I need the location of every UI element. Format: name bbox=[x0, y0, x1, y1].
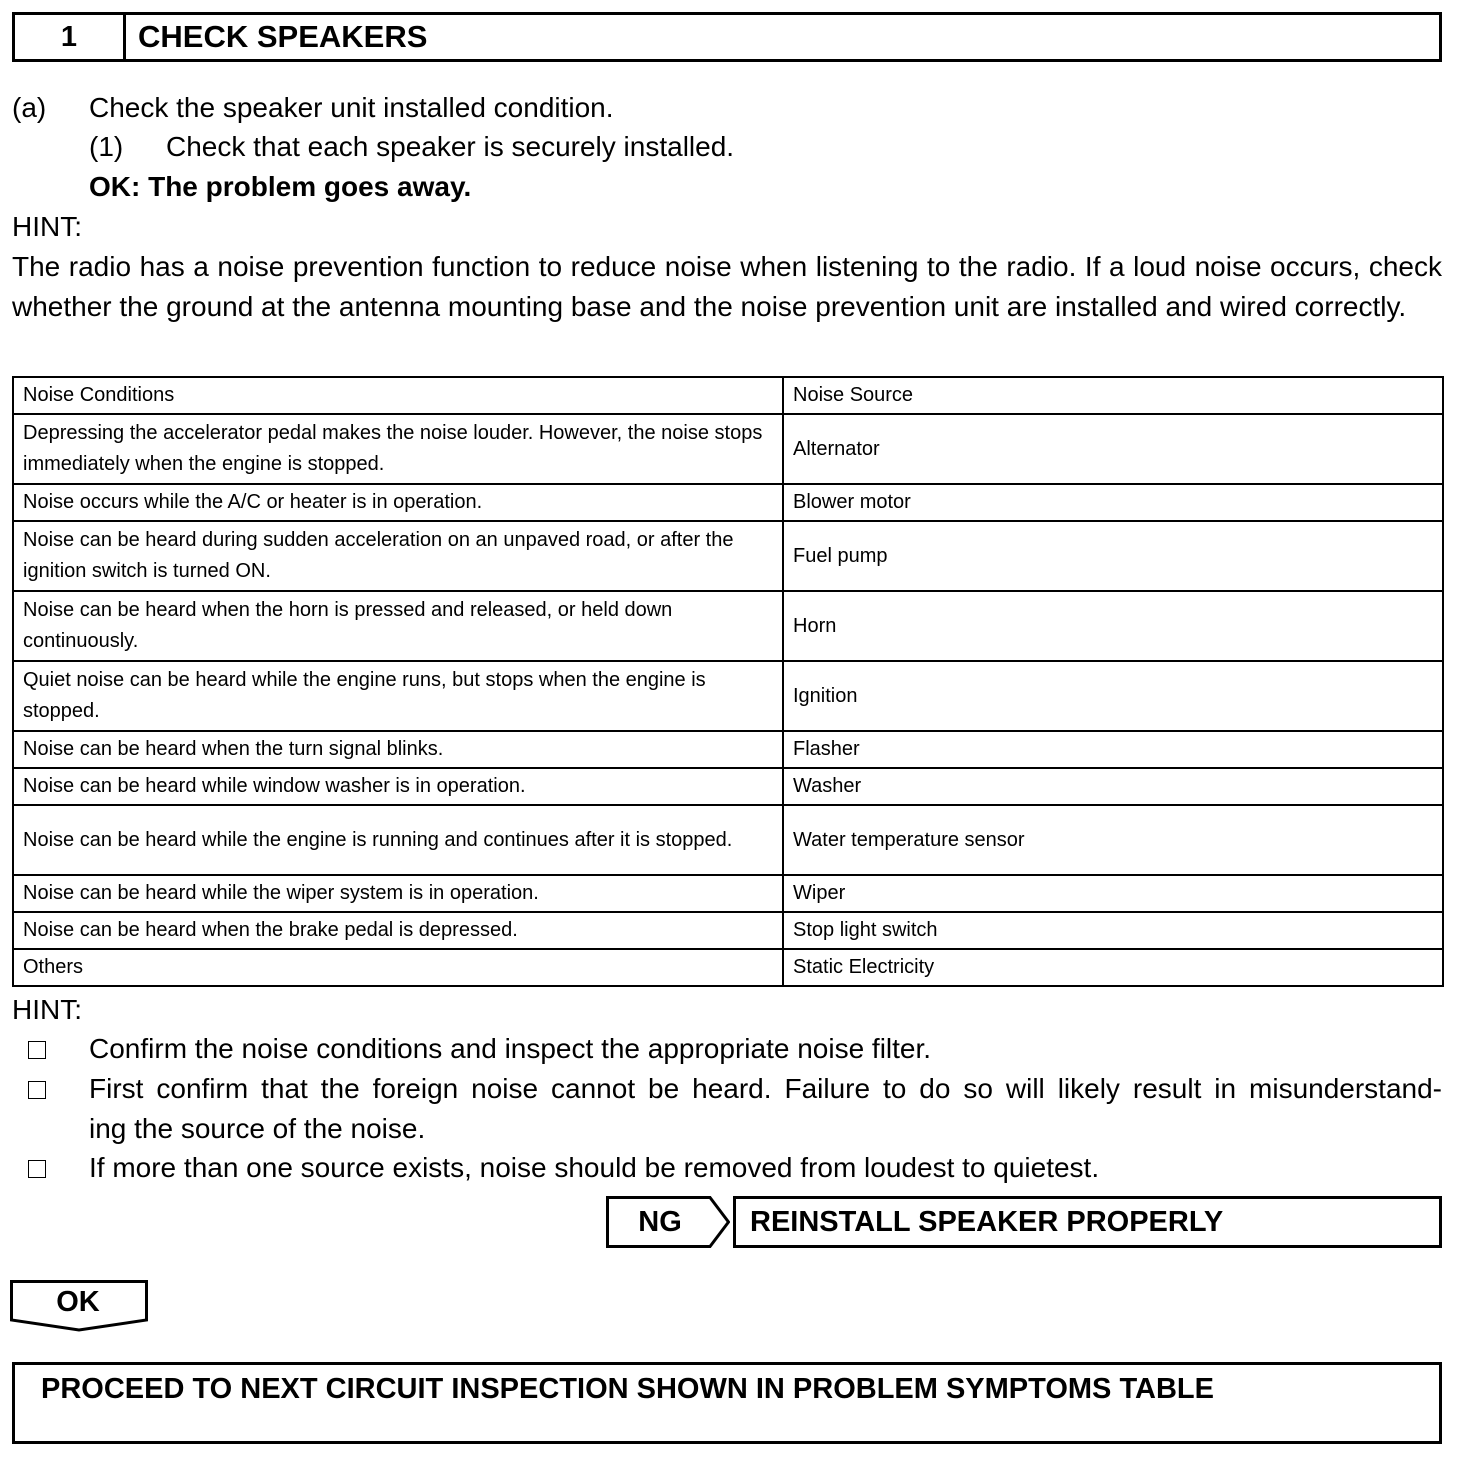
table-row bbox=[13, 521, 1443, 591]
table-cell-condition: Quiet noise can be heard while the engine runs, but stops when the engine is stopped. bbox=[13, 661, 783, 731]
table-cell-source: Water temperature sensor bbox=[783, 805, 1443, 875]
checkbox-icon bbox=[28, 1041, 46, 1059]
ng-label: NG bbox=[638, 1205, 682, 1238]
noise-table bbox=[12, 376, 1444, 987]
checkbox-icon bbox=[28, 1160, 46, 1178]
hint2-label: HINT: bbox=[12, 994, 82, 1025]
hint-paragraph: The radio has a noise prevention function to reduce noise when listening to the radio. If a loud noise occurs, check whether the ground at the antenna mounting base and the noise prevention unit are installed and wired correctly. bbox=[12, 251, 1442, 322]
step-title: CHECK SPEAKERS bbox=[138, 19, 428, 54]
next-step-text: PROCEED TO NEXT CIRCUIT INSPECTION SHOWN IN PROBLEM SYMPTOMS TABLE bbox=[41, 1373, 1214, 1405]
table-cell-condition: Others bbox=[13, 949, 783, 986]
table-row bbox=[13, 484, 1443, 521]
table-cell-condition: Depressing the accelerator pedal makes the noise louder. However, the noise stops immediately when the engine is stopped. bbox=[13, 414, 783, 484]
next-step-box bbox=[12, 1362, 1442, 1444]
ok-label: OK bbox=[56, 1285, 100, 1318]
table-cell-condition: Noise can be heard while window washer is in operation. bbox=[13, 768, 783, 805]
table-cell-source: Wiper bbox=[783, 875, 1443, 912]
hint2-item-2-line-2: ing the source of the noise. bbox=[89, 1113, 426, 1144]
item-a-text: Check the speaker unit installed condition. bbox=[89, 92, 614, 123]
table-cell-source: Ignition bbox=[783, 661, 1443, 731]
hint-label: HINT: bbox=[12, 211, 82, 242]
table-cell-source: Blower motor bbox=[783, 484, 1443, 521]
table-cell-source: Horn bbox=[783, 591, 1443, 661]
table-cell-source: Washer bbox=[783, 768, 1443, 805]
table-cell-condition: Noise occurs while the A/C or heater is in operation. bbox=[13, 484, 783, 521]
table-header-conditions: Noise Conditions bbox=[13, 377, 783, 414]
item-1-label: (1) bbox=[89, 131, 124, 162]
item-a-label: (a) bbox=[12, 92, 47, 123]
table-cell-source: Stop light switch bbox=[783, 912, 1443, 949]
table-cell-condition: Noise can be heard when the horn is pressed and released, or held down continuously. bbox=[13, 591, 783, 661]
table-cell-condition: Noise can be heard when the turn signal blinks. bbox=[13, 731, 783, 768]
ng-action-text: REINSTALL SPEAKER PROPERLY bbox=[750, 1205, 1224, 1238]
table-cell-source: Flasher bbox=[783, 731, 1443, 768]
table-cell-condition: Noise can be heard when the brake pedal is depressed. bbox=[13, 912, 783, 949]
checkbox-icon bbox=[28, 1081, 46, 1099]
table-cell-source: Fuel pump bbox=[783, 521, 1443, 591]
item-1-text: Check that each speaker is securely installed. bbox=[166, 131, 735, 162]
hint2-item-3: If more than one source exists, noise should be removed from loudest to quietest. bbox=[89, 1152, 1100, 1183]
ok-condition: OK: The problem goes away. bbox=[89, 171, 472, 202]
table-row bbox=[13, 768, 1443, 805]
table-cell-source: Static Electricity bbox=[783, 949, 1443, 986]
table-header-source: Noise Source bbox=[783, 377, 1443, 414]
table-cell-source: Alternator bbox=[783, 414, 1443, 484]
table-row bbox=[13, 414, 1443, 484]
table-cell-condition: Noise can be heard during sudden acceleration on an unpaved road, or after the ignition switch is turned ON. bbox=[13, 521, 783, 591]
table-row bbox=[13, 731, 1443, 768]
table-cell-condition: Noise can be heard while the wiper system is in operation. bbox=[13, 875, 783, 912]
table-row bbox=[13, 661, 1443, 731]
ng-action-box bbox=[733, 1196, 1442, 1248]
table-row bbox=[13, 591, 1443, 661]
table-row bbox=[13, 912, 1443, 949]
table-row bbox=[13, 875, 1443, 912]
step-header bbox=[12, 12, 1442, 62]
table-row bbox=[13, 949, 1443, 986]
table-row bbox=[13, 805, 1443, 875]
table-header-row bbox=[13, 377, 1443, 414]
hint2-item-1: Confirm the noise conditions and inspect the appropriate noise filter. bbox=[89, 1033, 932, 1064]
table-cell-condition: Noise can be heard while the engine is running and continues after it is stopped. bbox=[13, 805, 783, 875]
step-number: 1 bbox=[15, 15, 126, 59]
hint2-item-2-line-1: First confirm that the foreign noise cannot be heard. Failure to do so will likely result in misunderstand- bbox=[89, 1073, 1442, 1104]
